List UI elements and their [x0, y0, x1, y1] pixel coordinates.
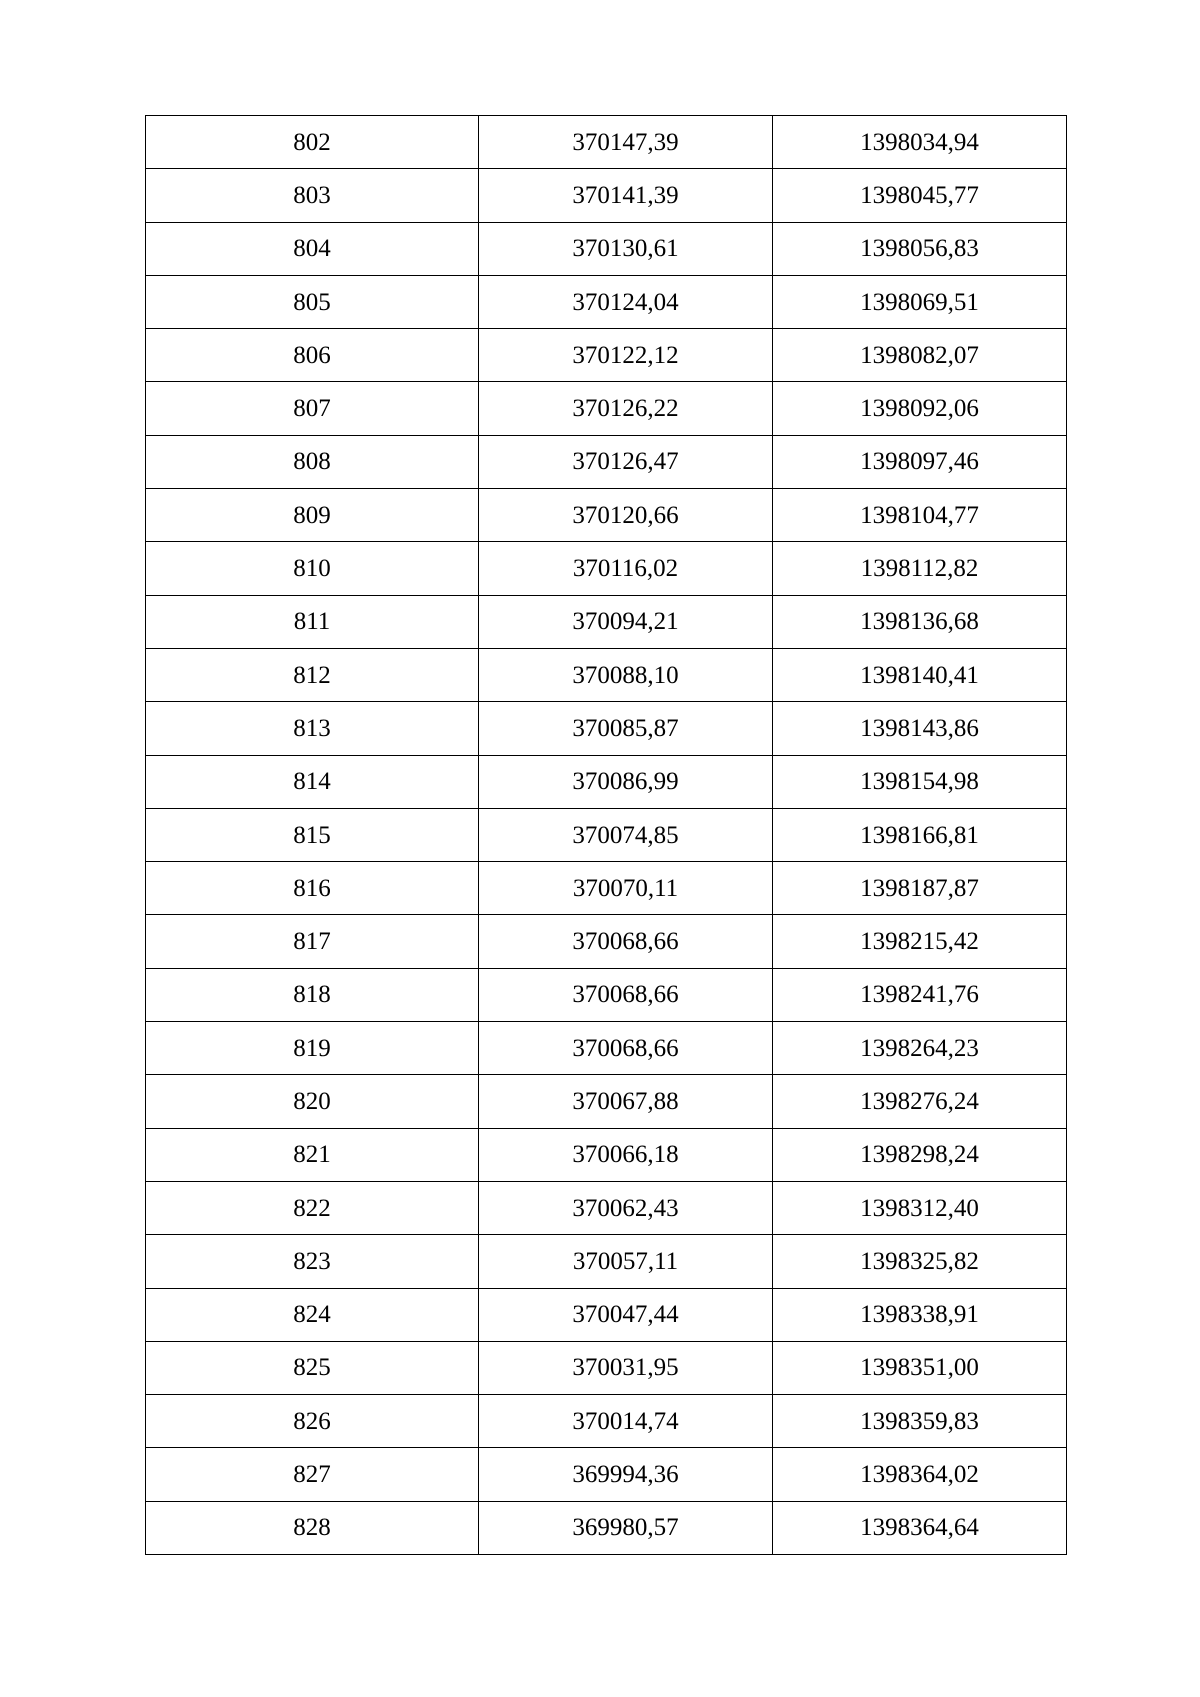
y-coordinate-cell: 1398092,06: [773, 382, 1067, 435]
y-coordinate-cell: 1398276,24: [773, 1075, 1067, 1128]
y-coordinate-cell: 1398312,40: [773, 1181, 1067, 1234]
point-number-cell: 817: [146, 915, 479, 968]
point-number-cell: 814: [146, 755, 479, 808]
table-row: [146, 329, 1067, 382]
x-coordinate-cell: 370070,11: [479, 862, 773, 915]
point-number-cell: 821: [146, 1128, 479, 1181]
table-row: [146, 808, 1067, 861]
coordinates-table: [145, 115, 1067, 1555]
x-coordinate-cell: 370068,66: [479, 915, 773, 968]
table-row: [146, 915, 1067, 968]
x-coordinate-cell: 370074,85: [479, 808, 773, 861]
point-number-cell: 810: [146, 542, 479, 595]
point-number-cell: 809: [146, 489, 479, 542]
x-coordinate-cell: 370141,39: [479, 169, 773, 222]
y-coordinate-cell: 1398298,24: [773, 1128, 1067, 1181]
y-coordinate-cell: 1398364,02: [773, 1448, 1067, 1501]
table-row: [146, 1235, 1067, 1288]
x-coordinate-cell: 370066,18: [479, 1128, 773, 1181]
table-row: [146, 702, 1067, 755]
table-row: [146, 382, 1067, 435]
table-row: [146, 1501, 1067, 1554]
point-number-cell: 818: [146, 968, 479, 1021]
table-row: [146, 1448, 1067, 1501]
point-number-cell: 823: [146, 1235, 479, 1288]
point-number-cell: 806: [146, 329, 479, 382]
x-coordinate-cell: 370124,04: [479, 275, 773, 328]
point-number-cell: 820: [146, 1075, 479, 1128]
x-coordinate-cell: 370057,11: [479, 1235, 773, 1288]
y-coordinate-cell: 1398034,94: [773, 116, 1067, 169]
point-number-cell: 804: [146, 222, 479, 275]
x-coordinate-cell: 370068,66: [479, 968, 773, 1021]
point-number-cell: 805: [146, 275, 479, 328]
coordinates-table-body: [146, 116, 1067, 1555]
table-row: [146, 169, 1067, 222]
x-coordinate-cell: 370120,66: [479, 489, 773, 542]
point-number-cell: 827: [146, 1448, 479, 1501]
x-coordinate-cell: 370047,44: [479, 1288, 773, 1341]
table-row: [146, 1022, 1067, 1075]
point-number-cell: 813: [146, 702, 479, 755]
x-coordinate-cell: 370126,22: [479, 382, 773, 435]
y-coordinate-cell: 1398056,83: [773, 222, 1067, 275]
table-row: [146, 222, 1067, 275]
table-row: [146, 862, 1067, 915]
x-coordinate-cell: 370067,88: [479, 1075, 773, 1128]
x-coordinate-cell: 370130,61: [479, 222, 773, 275]
y-coordinate-cell: 1398140,41: [773, 648, 1067, 701]
table-row: [146, 755, 1067, 808]
point-number-cell: 819: [146, 1022, 479, 1075]
x-coordinate-cell: 370068,66: [479, 1022, 773, 1075]
table-row: [146, 1075, 1067, 1128]
point-number-cell: 815: [146, 808, 479, 861]
table-row: [146, 1128, 1067, 1181]
table-row: [146, 968, 1067, 1021]
x-coordinate-cell: 369994,36: [479, 1448, 773, 1501]
x-coordinate-cell: 370122,12: [479, 329, 773, 382]
y-coordinate-cell: 1398215,42: [773, 915, 1067, 968]
table-row: [146, 1288, 1067, 1341]
y-coordinate-cell: 1398325,82: [773, 1235, 1067, 1288]
point-number-cell: 808: [146, 435, 479, 488]
y-coordinate-cell: 1398097,46: [773, 435, 1067, 488]
table-row: [146, 1395, 1067, 1448]
table-row: [146, 542, 1067, 595]
table-row: [146, 435, 1067, 488]
table-row: [146, 1181, 1067, 1234]
y-coordinate-cell: 1398143,86: [773, 702, 1067, 755]
y-coordinate-cell: 1398069,51: [773, 275, 1067, 328]
point-number-cell: 822: [146, 1181, 479, 1234]
y-coordinate-cell: 1398187,87: [773, 862, 1067, 915]
point-number-cell: 826: [146, 1395, 479, 1448]
point-number-cell: 816: [146, 862, 479, 915]
point-number-cell: 807: [146, 382, 479, 435]
point-number-cell: 828: [146, 1501, 479, 1554]
x-coordinate-cell: 369980,57: [479, 1501, 773, 1554]
point-number-cell: 811: [146, 595, 479, 648]
y-coordinate-cell: 1398154,98: [773, 755, 1067, 808]
y-coordinate-cell: 1398166,81: [773, 808, 1067, 861]
x-coordinate-cell: 370085,87: [479, 702, 773, 755]
y-coordinate-cell: 1398359,83: [773, 1395, 1067, 1448]
x-coordinate-cell: 370126,47: [479, 435, 773, 488]
table-row: [146, 595, 1067, 648]
y-coordinate-cell: 1398351,00: [773, 1341, 1067, 1394]
y-coordinate-cell: 1398264,23: [773, 1022, 1067, 1075]
table-row: [146, 489, 1067, 542]
point-number-cell: 825: [146, 1341, 479, 1394]
x-coordinate-cell: 370062,43: [479, 1181, 773, 1234]
x-coordinate-cell: 370031,95: [479, 1341, 773, 1394]
point-number-cell: 803: [146, 169, 479, 222]
y-coordinate-cell: 1398364,64: [773, 1501, 1067, 1554]
table-row: [146, 1341, 1067, 1394]
x-coordinate-cell: 370116,02: [479, 542, 773, 595]
x-coordinate-cell: 370147,39: [479, 116, 773, 169]
point-number-cell: 802: [146, 116, 479, 169]
x-coordinate-cell: 370086,99: [479, 755, 773, 808]
x-coordinate-cell: 370094,21: [479, 595, 773, 648]
table-row: [146, 116, 1067, 169]
table-row: [146, 648, 1067, 701]
y-coordinate-cell: 1398136,68: [773, 595, 1067, 648]
x-coordinate-cell: 370014,74: [479, 1395, 773, 1448]
x-coordinate-cell: 370088,10: [479, 648, 773, 701]
table-row: [146, 275, 1067, 328]
point-number-cell: 824: [146, 1288, 479, 1341]
y-coordinate-cell: 1398241,76: [773, 968, 1067, 1021]
y-coordinate-cell: 1398082,07: [773, 329, 1067, 382]
y-coordinate-cell: 1398104,77: [773, 489, 1067, 542]
y-coordinate-cell: 1398338,91: [773, 1288, 1067, 1341]
y-coordinate-cell: 1398112,82: [773, 542, 1067, 595]
point-number-cell: 812: [146, 648, 479, 701]
y-coordinate-cell: 1398045,77: [773, 169, 1067, 222]
